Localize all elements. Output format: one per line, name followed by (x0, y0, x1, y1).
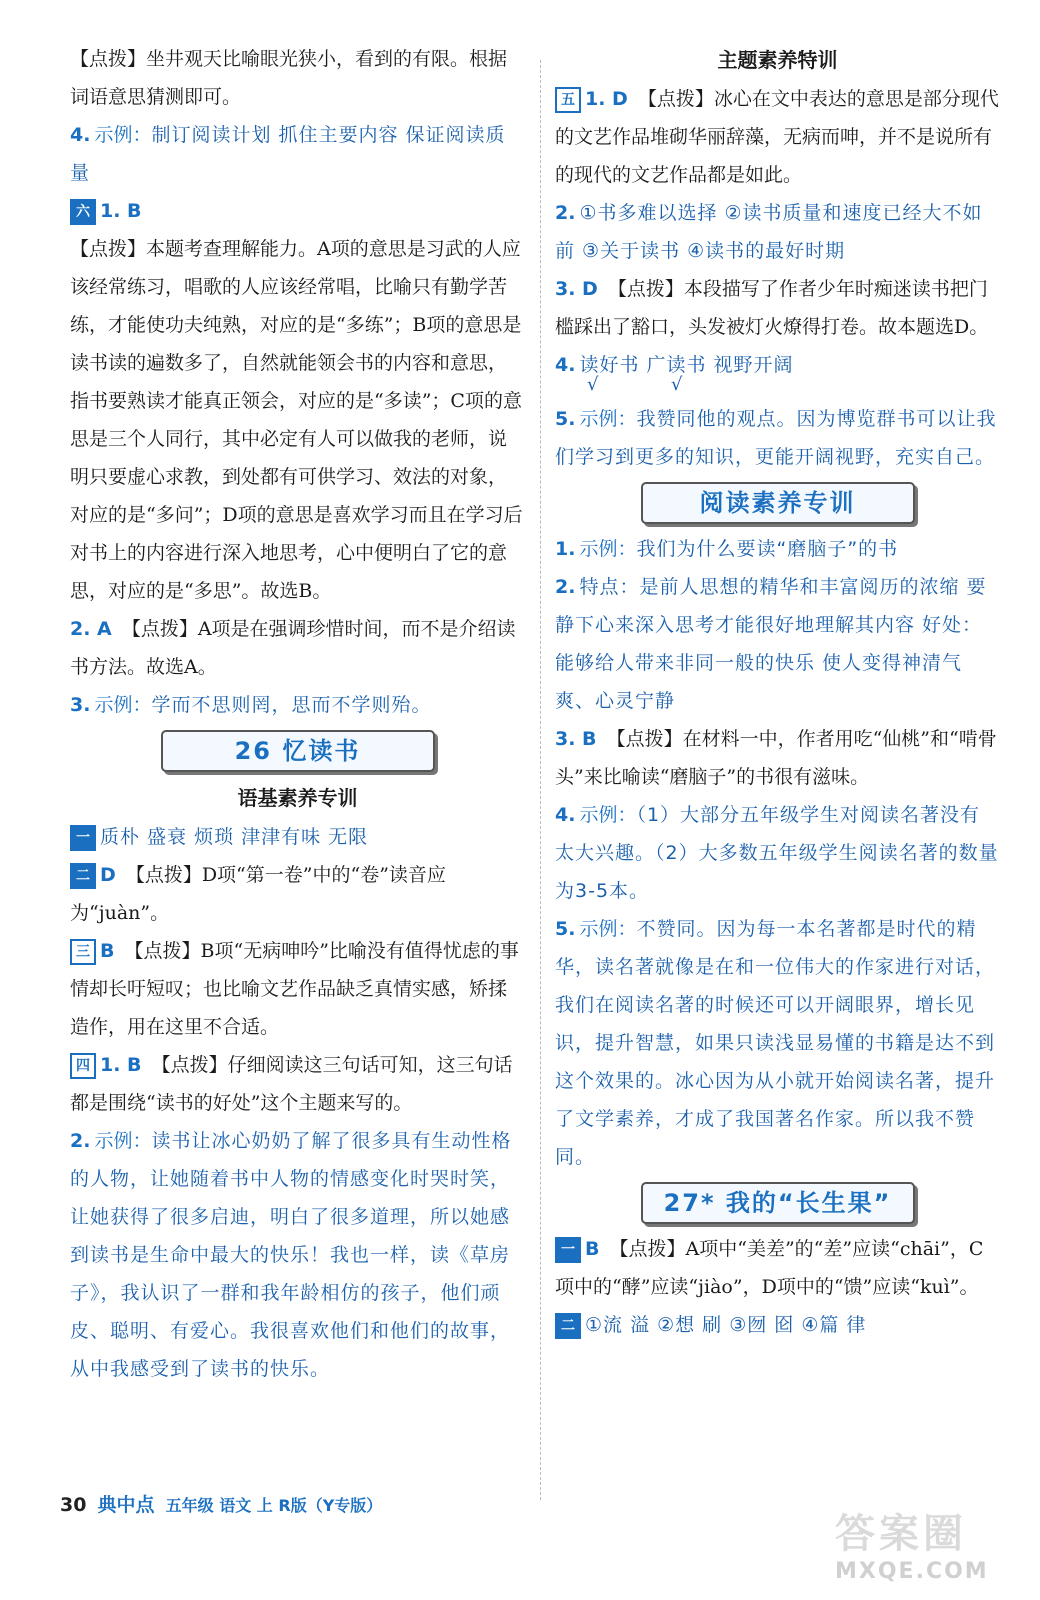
section-6-hint: 【点拨】本题考查理解能力。A项的意思是习武的人应该经常练习，唱歌的人应该经常唱，比喻只有勤学苦练，才能使功夫纯熟，对应的是“多练”；B项的意思是读书读的遍数多了，自然就能领会书的内容和意思，指书要熟读才能真正领会，对应的是“多读”；C项的意思是三个人同行，其中必定有人可以做我的老师，说明只要虚心求教，到处都有可供学习、效法的对象，对应的是“多问”；D项的意思是喜欢学习而且在学习后对书上的内容进行深入地思考，心中便明白了它的意思，对应的是“多思”。故选B。 (70, 238, 523, 602)
page-number: 30 (60, 1494, 87, 1516)
right-column (555, 40, 1000, 1344)
reading-q2: 2. 特点：是前人思想的精华和丰富阅历的浓缩 要静下心来深入思考才能很好地理解其内容 好处：能够给人带来非同一般的快乐 使人变得神清气爽、心灵宁静 (555, 576, 987, 712)
column-divider (540, 60, 541, 1500)
section-marker-six: 六 (70, 199, 96, 225)
left-column (70, 40, 525, 1388)
theme-q5: 5. 示例：我赞同他的观点。因为博览群书可以让我们学习到更多的知识，更能开阔视野，充实自己。 (555, 408, 997, 468)
brand-logo: 典中点 (97, 1494, 155, 1516)
book-subtitle: 五年级 语文 上 R版（Y专版） (165, 1496, 383, 1515)
check-mark: √ (587, 374, 599, 395)
reading-q5: 5. 示例：不赞同。因为每一本名著都是时代的精华，读名著就像是在和一位伟大的作家进行对话，我们在阅读名著的时候还可以开阔眼界，增长见识，提升智慧，如果只读浅显易懂的书籍是达不到这个效果的。冰心因为从小就开始阅读名著，提升了文学素养，才成了我国著名作家。所以我不赞同。 (555, 918, 996, 1168)
reading-q1: 1. 示例：我们为什么要读“磨脑子”的书 (555, 538, 899, 560)
page-footer (60, 1490, 382, 1517)
lesson27-q1: 一 B 【点拨】A项中“美差”的“差”应读“chāi”，C项中的“酵”应读“jiào”，D项中的“馈”应读“kuì”。 (555, 1238, 984, 1298)
theme-q2: 2. ①书多难以选择 ②读书质量和速度已经大不如前 ③关于读书 ④读书的最好时期 (555, 202, 983, 262)
yuji-heading: 语基素养专训 (237, 786, 358, 810)
question-4: 4. 示例：制订阅读计划 抓住主要内容 保证阅读质量 (70, 124, 506, 184)
yuji-4: 四 1. B 【点拨】仔细阅读这三句话可知，这三句话都是围绕“读书的好处”这个主题来写的。 (70, 1054, 513, 1114)
theme-q3: 3. D 【点拨】本段描写了作者少年时痴迷读书把门槛踩出了豁口，头发被灯火燎得打卷。故本题选D。 (555, 278, 989, 338)
section-marker-one: 一 (70, 825, 96, 851)
section-marker-one: 一 (555, 1237, 581, 1263)
watermark-url: MXQE.COM (835, 1559, 989, 1584)
section-6-q3: 3. 示例：学而不思则罔，思而不学则殆。 (70, 694, 432, 716)
reading-heading: 阅读素养专训 (641, 482, 915, 524)
theme-q4: 4. 读好书 广读书 视野开阔 (555, 354, 794, 376)
watermark (835, 1502, 1025, 1592)
yuji-1: 一 质朴 盛衰 烦琐 津津有味 无限 (70, 818, 525, 856)
watermark-logo: 答案圈 (835, 1511, 967, 1557)
section-marker-two: 二 (555, 1313, 581, 1339)
section-marker-three: 三 (70, 939, 96, 965)
theme-q1: 五 1. D 【点拨】冰心在文中表达的意思是部分现代的文艺作品堆砌华丽辞藻，无病而呻，并不是说所有的现代的文艺作品都是如此。 (555, 88, 999, 186)
section-marker-four: 四 (70, 1053, 96, 1079)
yuji-2: 二 D 【点拨】D项“第一卷”中的“卷”读音应为“juàn”。 (70, 864, 446, 924)
section-6-q2: 2. A 【点拨】A项是在强调珍惜时间，而不是介绍读书方法。故选A。 (70, 618, 516, 678)
yuji-4-q2: 2. 示例：读书让冰心奶奶了解了很多具有生动性格的人物，让她随着书中人物的情感变化时哭时笑，让她获得了很多启迪，明白了很多道理，所以她感到读书是生命中最大的快乐！我也一样，读《草房子》，我认识了一群和我年龄相仿的孩子，他们顽皮、聪明、有爱心。我很喜欢他们和他们的故事，从中我感受到了读书的快乐。 (70, 1130, 512, 1380)
reading-q3: 3. B 【点拨】在材料一中，作者用吃“仙桃”和“啃骨头”来比喻读“磨脑子”的书很有滋味。 (555, 728, 997, 788)
reading-q4: 4. 示例：（1）大部分五年级学生对阅读名著没有太大兴趣。（2）大多数五年级学生阅读名著的数量为3-5本。 (555, 804, 999, 902)
lesson27-q2: 二 ①流 溢 ②想 刷 ③囫 囵 ④篇 律 (555, 1306, 1000, 1344)
hint-paragraph: 【点拨】坐井观天比喻眼光狭小，看到的有限。根据词语意思猜测即可。 (70, 48, 508, 108)
section-6-q1: 六 1. B (70, 192, 525, 230)
check-mark: √ (671, 374, 683, 395)
section-marker-five: 五 (555, 87, 581, 113)
theme-heading: 主题素养特训 (717, 48, 838, 72)
lesson-27-title: 27* 我的“长生果” (641, 1182, 915, 1224)
yuji-3: 三 B 【点拨】B项“无病呻吟”比喻没有值得忧虑的事情却长吁短叹；也比喻文艺作品缺乏真情实感，矫揉造作，用在这里不合适。 (70, 940, 519, 1038)
lesson-26-title: 26 忆读书 (161, 730, 435, 772)
section-marker-two: 二 (70, 863, 96, 889)
